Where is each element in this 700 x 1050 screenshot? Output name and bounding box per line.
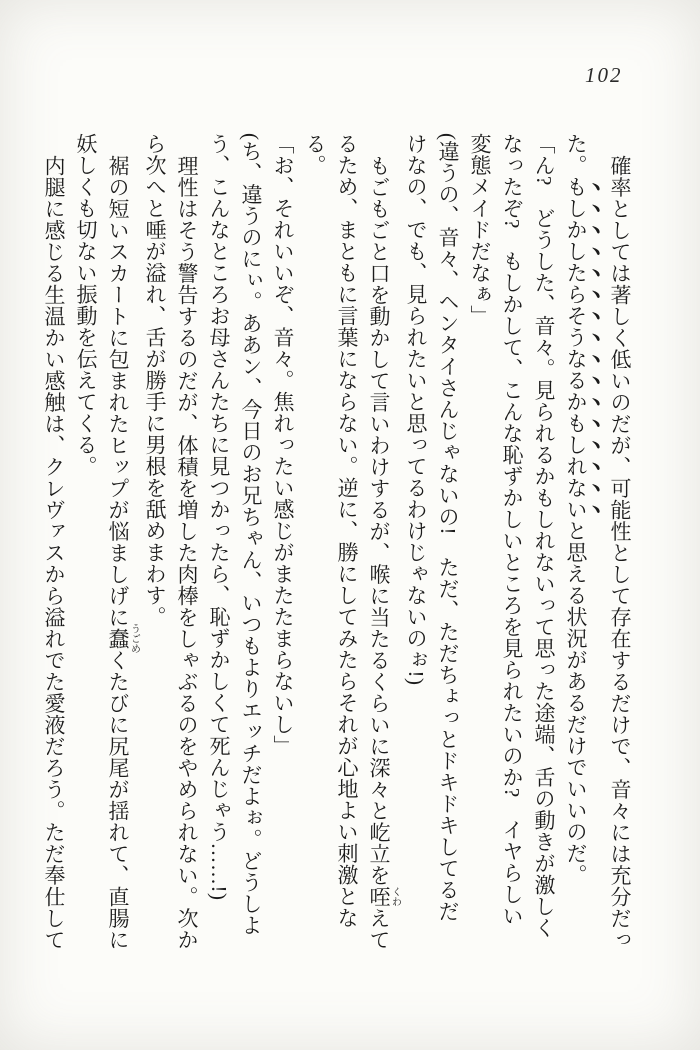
text-run: と思える状況があるだけでいいのだ。 — [564, 520, 588, 886]
furigana: くわ — [389, 886, 401, 908]
text-run: るため、まともに言葉にならない。逆に、勝にしてみたらそれが心地よい刺激となる。 — [303, 133, 359, 929]
text-run: 「お、それいいぞ、音々。焦れったい感じがまたたまらないし」 — [271, 133, 295, 757]
vertical-text-block — [38, 133, 636, 963]
text-run: くたびに尻尾が揺れて、直腸に — [106, 649, 130, 951]
text-line — [203, 133, 235, 963]
text-line — [400, 133, 432, 963]
text-run: ら次へと唾が溢れ、舌が勝手に男根を舐めまわす。 — [143, 133, 167, 628]
text-line — [604, 133, 636, 963]
text-line — [38, 133, 70, 963]
text-line — [528, 133, 560, 963]
text-run: えて — [367, 907, 391, 951]
text-run: 確率としては著しく低いのだが、可能性として存在するだけで、音々には充分だっ — [608, 155, 632, 951]
text-line — [560, 133, 604, 963]
furigana: うごめ — [128, 623, 140, 654]
text-line — [432, 133, 464, 963]
ruby-annotated-kanji: 咥くわ — [367, 886, 401, 908]
text-line — [363, 133, 400, 963]
text-line — [139, 133, 171, 963]
text-run: う、こんなところお母さんたちに見つかったら、恥ずかしくて死んじゃう……!) — [207, 133, 231, 901]
text-run: 変態メイドだなぁ」 — [468, 133, 492, 327]
text-run: もごもごと口を動かして言いわけするが、喉に当たるくらいに深々と屹立を — [367, 155, 391, 886]
text-run: (ち、違うのにぃ。ああン、今日のお兄ちゃん、いつもよりエッチだよぉ。どうしよ — [239, 133, 263, 936]
emphasized-text: もしかしたらそうなるかもしれない — [564, 176, 588, 520]
text-run: なったぞ? もしかして、こんな恥ずかしいところを見られたいのか? イヤらしい — [500, 133, 524, 927]
text-run: (違うの、音々、ヘンタイさんじゃないの! ただ、ただちょっとドキドキしてるだ — [436, 133, 460, 922]
text-line — [267, 133, 299, 963]
text-run: 内腿に感じる生温かい感触は、クレヴァスから溢れでた愛液だろう。ただ奉仕して — [42, 155, 66, 951]
text-run: 妖しくも切ない振動を伝えてくる。 — [74, 133, 98, 477]
text-run: けなの、でも、見られたいと思ってるわけじゃないのぉ!) — [404, 133, 428, 686]
ruby-annotated-kanji: 蠢うごめ — [106, 623, 140, 654]
page-number: 102 — [585, 63, 623, 87]
text-line — [70, 133, 102, 963]
text-run: た。 — [564, 133, 588, 176]
text-line — [102, 133, 139, 963]
text-run: 裾の短いスカートに包まれたヒップが悩ましげに — [106, 155, 130, 628]
text-line — [496, 133, 528, 963]
text-run: 理性はそう警告するのだが、体積を増した肉棒をしゃぶるのをやめられない。次か — [175, 155, 199, 951]
text-line — [299, 133, 363, 963]
text-line — [235, 133, 267, 963]
text-run: 「ん? どうした、音々。見られるかもしれないって思った途端、舌の動きが激しく — [532, 133, 556, 939]
text-line — [464, 133, 496, 963]
text-line — [171, 133, 203, 963]
